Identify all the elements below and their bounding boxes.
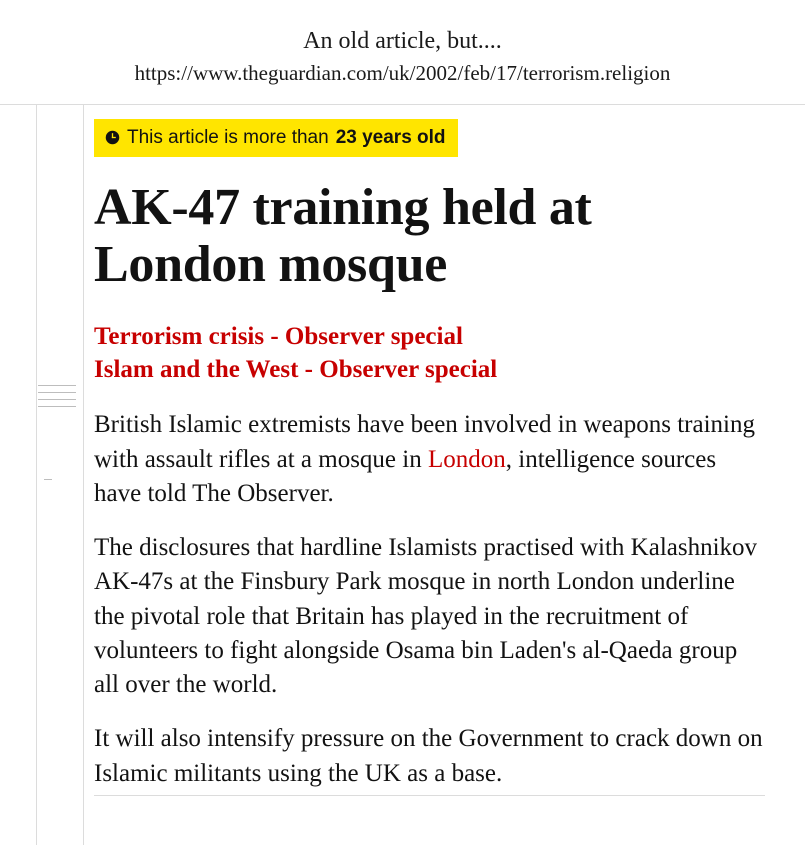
article-age-badge [94,119,458,157]
clock-icon [105,130,120,145]
article-content [84,105,805,811]
annotation-url: https://www.theguardian.com/uk/2002/feb/17/terrorism.religion [134,61,671,85]
standfirst [94,321,765,386]
article-body [94,408,765,791]
annotation-header [0,0,805,87]
paragraph-3: It will also intensify pressure on the Government to crack down on Islamic militants using the UK as a base. [94,725,763,787]
body-bottom-divider [94,795,765,796]
rail-mark [38,399,76,400]
rail-marks [38,385,82,413]
page-title: AK-47 training held at London mosque [94,179,592,294]
rail-mark [38,385,76,386]
annotation-title: An old article, but.... [303,28,502,54]
standfirst-link-islam[interactable]: Islam and the West - Observer special [94,355,498,383]
paragraph-1 [94,408,765,511]
standfirst-link-terrorism[interactable]: Terrorism crisis - Observer special [94,323,463,351]
rail-mark [38,392,76,393]
left-rail [36,105,84,845]
rail-mark [38,406,76,407]
rail-divider-left [36,105,37,845]
inline-link-london[interactable]: London [427,445,506,473]
article-container [0,104,805,845]
age-badge-prefix: This article is more than [127,127,329,148]
rail-tick [44,479,52,480]
paragraph-1-text-after: , intelligence sources have told The Observer. [94,445,717,507]
age-badge-age: 23 years old [335,127,446,148]
paragraph-2: The disclosures that hardline Islamists practised with Kalashnikov AK-47s at the Finsbury Park mosque in north London underline the pivotal role that Britain has played in the recruitment of volunteers to fight alongside Osama bin Laden's al-Qaeda group all over the world. [94,534,758,699]
paragraph-1-text-before: British Islamic extremists have been involved in weapons training with assault rifles at a mosque in [94,411,755,473]
